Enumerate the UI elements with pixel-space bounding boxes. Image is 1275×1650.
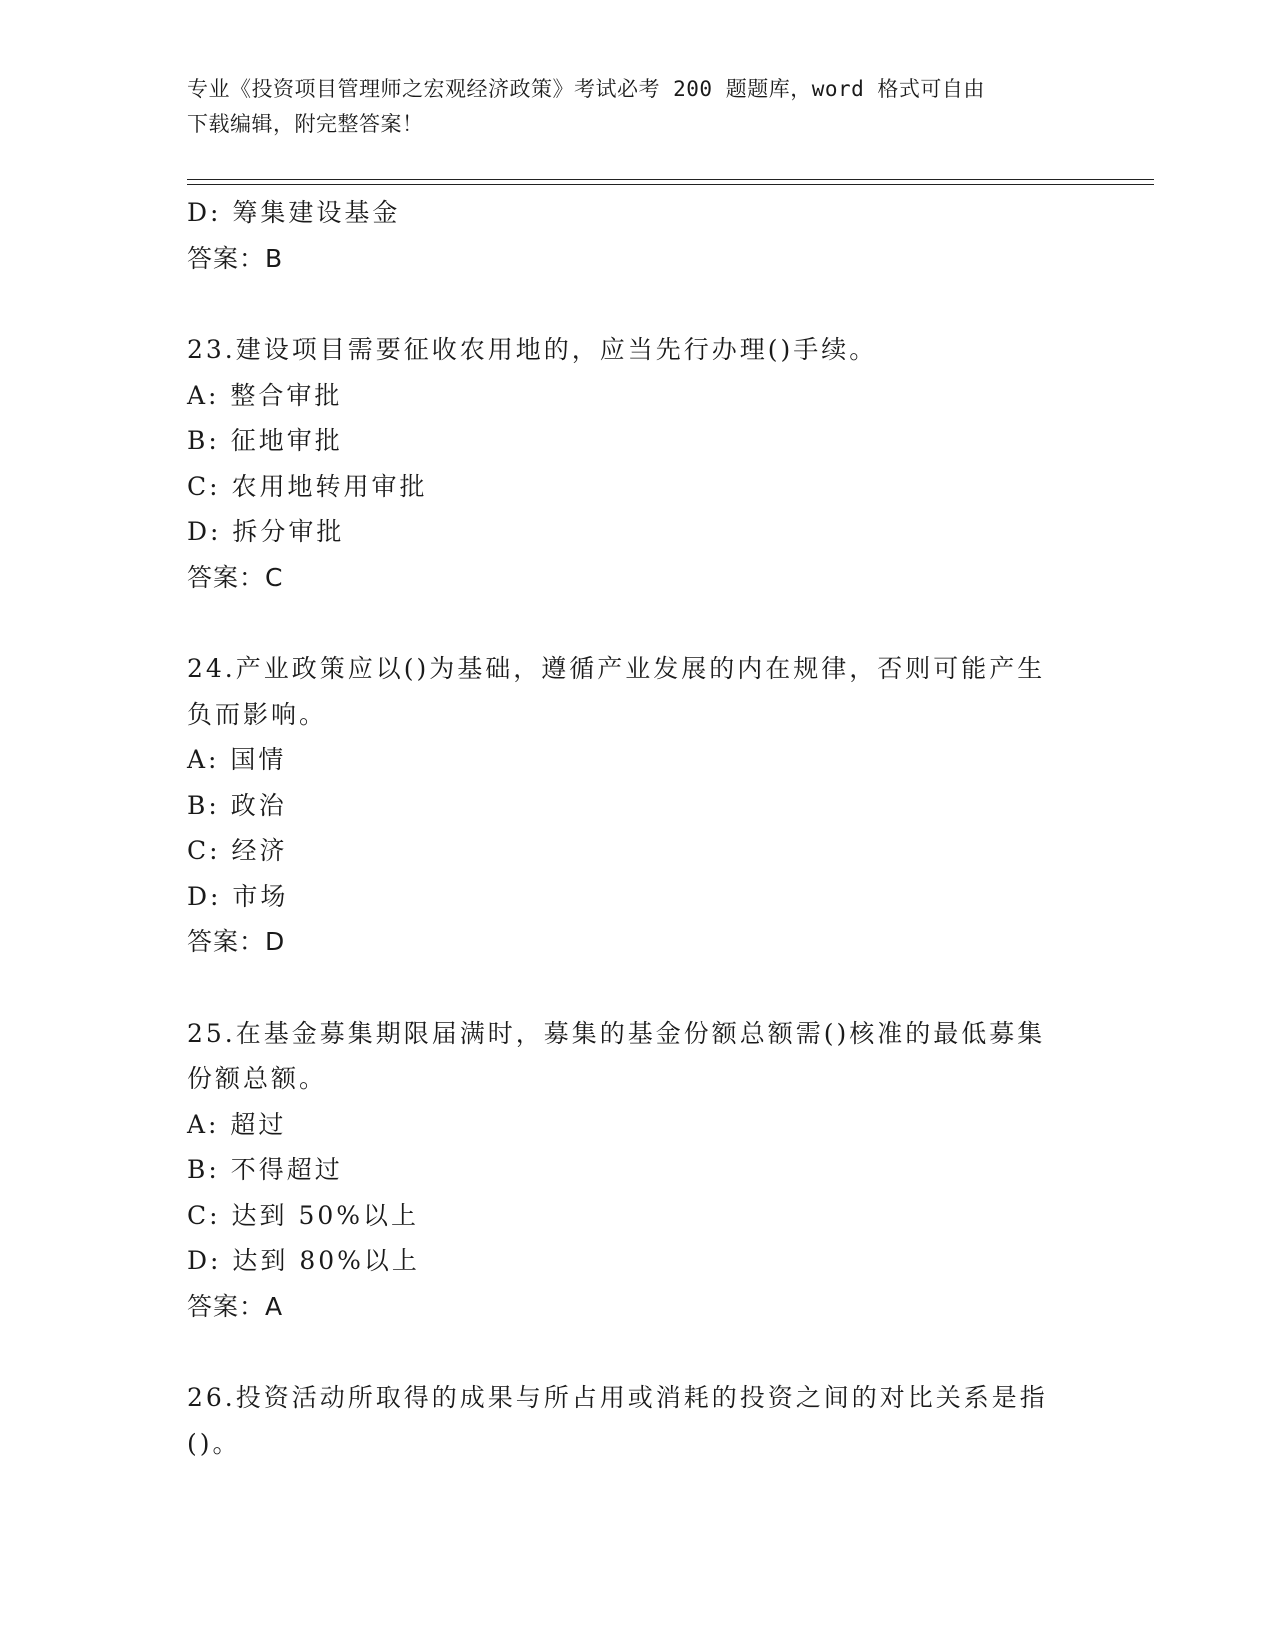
option-a: A: 超过	[187, 1109, 287, 1139]
answer: 答案：B	[187, 243, 284, 273]
question-text: 23.建设项目需要征收农用地的，应当先行办理()手续。	[187, 335, 878, 364]
option-c: C: 达到 50%以上	[187, 1200, 420, 1230]
header-line-1: 专业《投资项目管理师之宏观经济政策》考试必考 200 题题库，word 格式可自由	[187, 77, 985, 101]
question-text-continued: 负而影响。	[187, 699, 328, 729]
header-divider-top	[187, 179, 1154, 180]
question-text: 24.产业政策应以()为基础，遵循产业发展的内在规律，否则可能产生	[187, 654, 1046, 683]
question-text: 25.在基金募集期限届满时，募集的基金份额总额需()核准的最低募集	[187, 1018, 1046, 1048]
option-d: D: 拆分审批	[187, 517, 345, 546]
spacer	[187, 965, 1087, 1011]
question-25	[187, 1011, 1087, 1330]
option-c: C: 经济	[187, 836, 288, 865]
answer: 答案：C	[187, 562, 284, 592]
option-a: A: 国情	[187, 745, 287, 774]
spacer	[187, 281, 1087, 327]
option-a: A: 整合审批	[187, 380, 343, 410]
question-list	[187, 190, 1087, 1466]
question-text: 26.投资活动所取得的成果与所占用或消耗的投资之间的对比关系是指	[187, 1383, 1048, 1412]
option-b: B: 不得超过	[187, 1155, 343, 1184]
option-d: D: 市场	[187, 881, 289, 911]
header-divider-bottom	[187, 184, 1154, 185]
answer: 答案：A	[187, 1291, 284, 1321]
option-b: B: 征地审批	[187, 426, 343, 455]
header-line-2: 下载编辑，附完整答案！	[187, 112, 424, 136]
question-23	[187, 327, 1087, 600]
document-header	[187, 72, 1087, 142]
spacer	[187, 600, 1087, 646]
question-text-continued: ()。	[187, 1428, 241, 1458]
option-c: C: 农用地转用审批	[187, 471, 428, 501]
question-26	[187, 1375, 1087, 1466]
question-text-continued: 份额总额。	[187, 1064, 328, 1093]
question-24	[187, 646, 1087, 965]
spacer	[187, 1329, 1087, 1375]
option-b: B: 政治	[187, 790, 287, 820]
answer: 答案：D	[187, 927, 286, 956]
option-d: D: 筹集建设基金	[187, 198, 401, 227]
option-d: D: 达到 80%以上	[187, 1246, 420, 1275]
